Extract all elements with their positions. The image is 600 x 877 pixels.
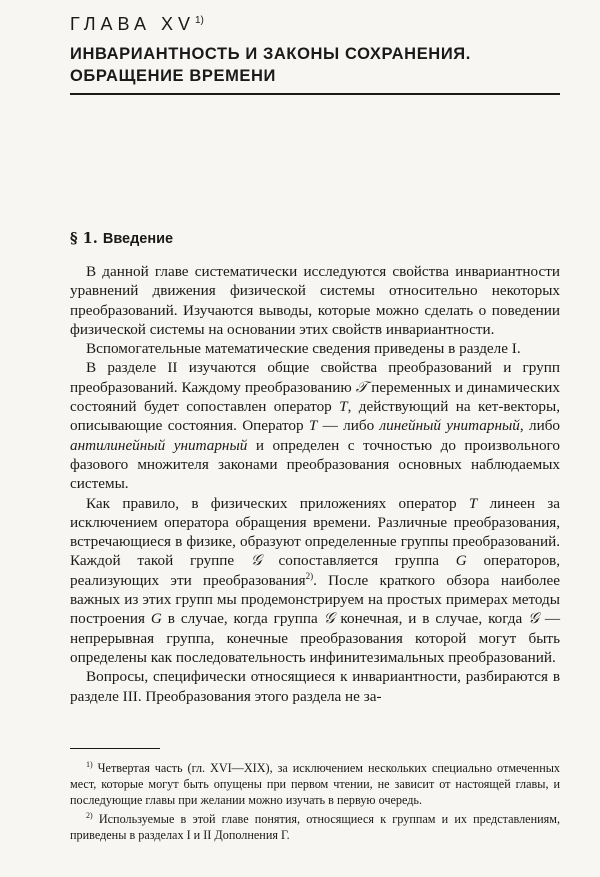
footnote-1: $^{1)}$ Четвертая часть (гл. XVI—XIX), за исключением нескольких специально отмеченных мест, которые могут быть опущены при первом чтении, не зависит от настоящей главы, и последующие главы при желании можно изучать в первую очередь. (70, 760, 560, 808)
chapter-label (70, 14, 204, 35)
script-g-symbol: 𝒢 (528, 609, 539, 628)
group-g: G (150, 610, 162, 628)
body-text (70, 262, 560, 706)
operator-t: T (468, 494, 478, 512)
script-t-symbol: 𝒯 (355, 377, 368, 396)
antilinear-unitary-term: антилинейный унитарный (70, 436, 248, 454)
footnote-1-mark: 1) (86, 760, 93, 769)
group-g: G (455, 552, 467, 570)
chapter-title (70, 43, 560, 87)
chapter-label-text: ГЛАВА XV (70, 14, 195, 34)
paragraph-5: Вопросы, специфически относящиеся к инвариантности, разбираются в разделе III. Преобразования этого раздела не за- (70, 668, 560, 705)
footnote-ref-2[interactable]: 2) (305, 570, 314, 581)
script-g-symbol: 𝒢 (323, 609, 335, 628)
footnotes (70, 757, 560, 843)
operator-t: T (308, 417, 318, 435)
script-g-symbol: 𝒢 (250, 551, 262, 570)
section-heading (70, 230, 173, 247)
paragraph-3: В разделе II изучаются общие свойства преобразований и групп преобразований. Каждому преобразованию 𝒯 переменных и динамических состояний будет сопоставлен оператор T, действующий на кет-векторы, описывающие состояния. Оператор T — либо линейный унитарный, либо антилинейный унитарный и определен с точностью до произвольного фазового множителя законами преобразования основных наблюдаемых системы. (70, 359, 561, 493)
section-title: Введение (102, 231, 174, 247)
section-number: § 1. (70, 230, 98, 247)
footnote-2: $^{2)}$ Используемые в этой главе понятия, относящиеся к группам и их представлениям, приведены в разделах I и II Дополнения Г. (70, 811, 560, 843)
linear-unitary-term: линейный унитарный (379, 417, 520, 435)
paragraph-2: Вспомогательные математические сведения приведены в разделе I. (86, 340, 521, 358)
paragraph-1: В данной главе систематически исследуются свойства инвариантности уравнений движения физической системы относительно некоторых преобразований. Изучаются выводы, которые можно сделать о поведении физической системы на основании этих свойств инвариантности. (70, 263, 560, 338)
paragraph-4: Как правило, в физических приложениях оператор T линеен за исключением оператора обращения времени. Различные преобразования, встречающиеся в физике, образуют определенные группы преобразований. Каждой такой группе 𝒢 сопоставляется группа G операторов, реализующих эти преобразования$^{2)}$. После краткого обзора наиболее важных из этих групп мы продемонстрируем на простых примерах методы построения G в случае, когда группа 𝒢 конечная, и в случае, когда 𝒢 — непрерывная группа, конечные преобразования которой могут быть определены как последовательность инфинитезимальных преобразований. (70, 494, 561, 666)
chapter-footnote-ref[interactable]: 1) (194, 15, 204, 26)
operator-t: T (339, 398, 348, 416)
title-divider (70, 93, 560, 95)
footnote-2-mark: 2) (86, 811, 93, 821)
footnote-divider (70, 748, 160, 749)
chapter-title-line2: ОБРАЩЕНИЕ ВРЕМЕНИ (70, 67, 277, 85)
chapter-title-line1: ИНВАРИАНТНОСТЬ И ЗАКОНЫ СОХРАНЕНИЯ. (70, 45, 471, 63)
